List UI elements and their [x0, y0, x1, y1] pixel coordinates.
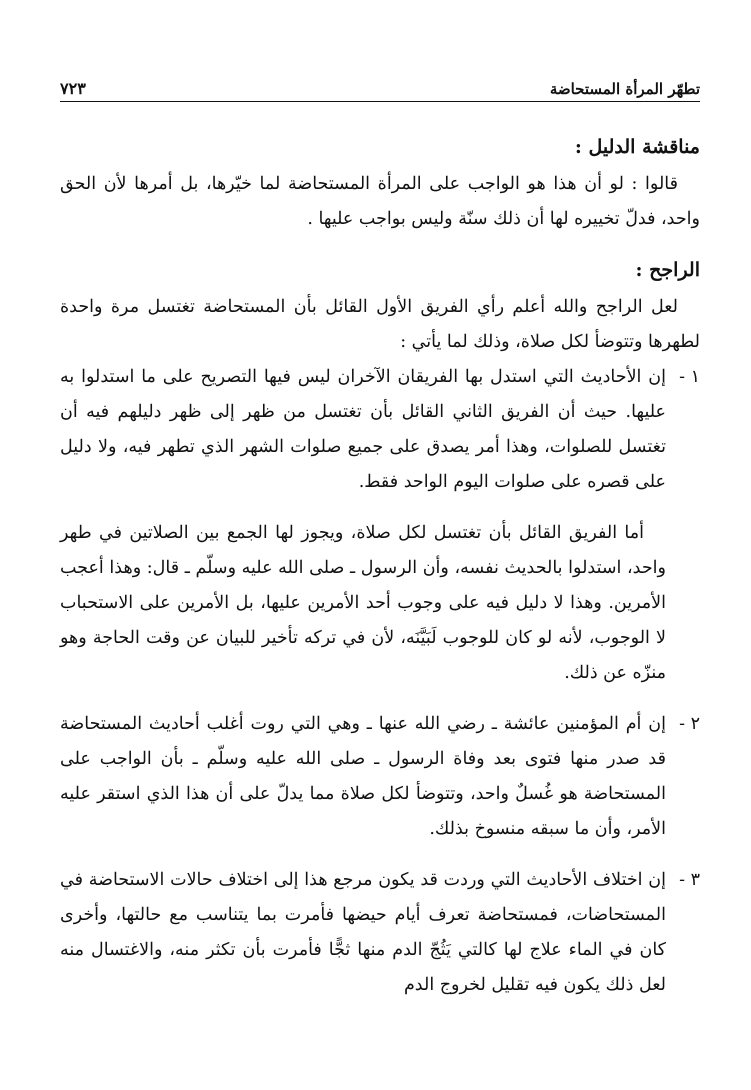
running-title: تطهّر المرأة المستحاضة — [549, 80, 700, 98]
page-number: ٧٢٣ — [60, 79, 86, 98]
list-item-text: إن أم المؤمنين عائشة ـ رضي الله عنها ـ وهي التي روت أغلب أحاديث المستحاضة قد صدر منها فتوى بعد وفاة الرسول ـ صلى الله عليه وسلّم ـ بأن الواجب على المستحاضة هو غُسلٌ واحد، وتتوضأ لكل صلاة مما يدلّ على أن هذا الذي استقر عليه الأمر، وأن ما سبقه منسوخ بذلك. — [60, 714, 666, 839]
list-item-text: إن اختلاف الأحاديث التي وردت قد يكون مرجع هذا إلى اختلاف حالات الاستحاضة في المستحاضات، فمستحاضة تعرف أيام حيضها فأمرت بما يتناسب مع حالتها، وأخرى كان في الماء علاج لها كالتي يَثُجّ الدم منها ثجًّا فأمرت بأن تكثر منه، والاغتسال منه لعل ذلك يكون فيه تقليل لخروج الدم — [60, 870, 666, 995]
list-item — [60, 863, 700, 1003]
section-heading-preferred: الراجح : — [635, 259, 700, 281]
page-body — [60, 102, 700, 1003]
list-item-number: ٣ - — [679, 870, 700, 890]
preferred-intro-paragraph: لعل الراجح والله أعلم رأي الفريق الأول القائل بأن المستحاضة تغتسل مرة واحدة لطهرها وتتوضأ لكل صلاة، وذلك لما يأتي : — [60, 297, 700, 352]
list-item-text: إن الأحاديث التي استدل بها الفريقان الآخران ليس فيها التصريح على ما استدلوا به عليها. حيث أن الفريق الثاني القائل بأن تغتسل من ظهر إلى ظهر دليلهم فيه أن تغتسل للصلوات، وهذا أمر يصدق على جميع صلوات الشهر الذي تطهر فيه، ولا دليل على قصره على صلوات اليوم الواحد فقط. — [60, 367, 666, 492]
discussion-paragraph: قالوا : لو أن هذا هو الواجب على المرأة المستحاضة لما خيّرها، بل أمرها لأن الحق واحد، فدلّ تخييره لها أن ذلك سنّة وليس بواجب عليها . — [60, 174, 700, 229]
running-header — [60, 72, 700, 102]
list-item-number: ٢ - — [679, 714, 700, 734]
list-item — [60, 707, 700, 847]
list-item — [60, 360, 700, 500]
document-page — [60, 72, 700, 1003]
section-heading-discussion: مناقشة الدليل : — [574, 136, 700, 158]
list-item-continuation: أما الفريق القائل بأن تغتسل لكل صلاة، ويجوز لها الجمع بين الصلاتين في طهر واحد، استدلوا بالحديث نفسه، وأن الرسول ـ صلى الله عليه وسلّم ـ قال: وهذا أعجب الأمرين. وهذا لا دليل فيه على وجوب أحد الأمرين عليها، بل الأمرين على الاستحباب لا الوجوب، لأنه لو كان للوجوب لَبَيَّنَه، لأن في تركه تأخير للبيان عن وقت الحاجة وهو منزّه عن ذلك. — [60, 523, 666, 683]
list-item-number: ١ - — [679, 367, 700, 387]
